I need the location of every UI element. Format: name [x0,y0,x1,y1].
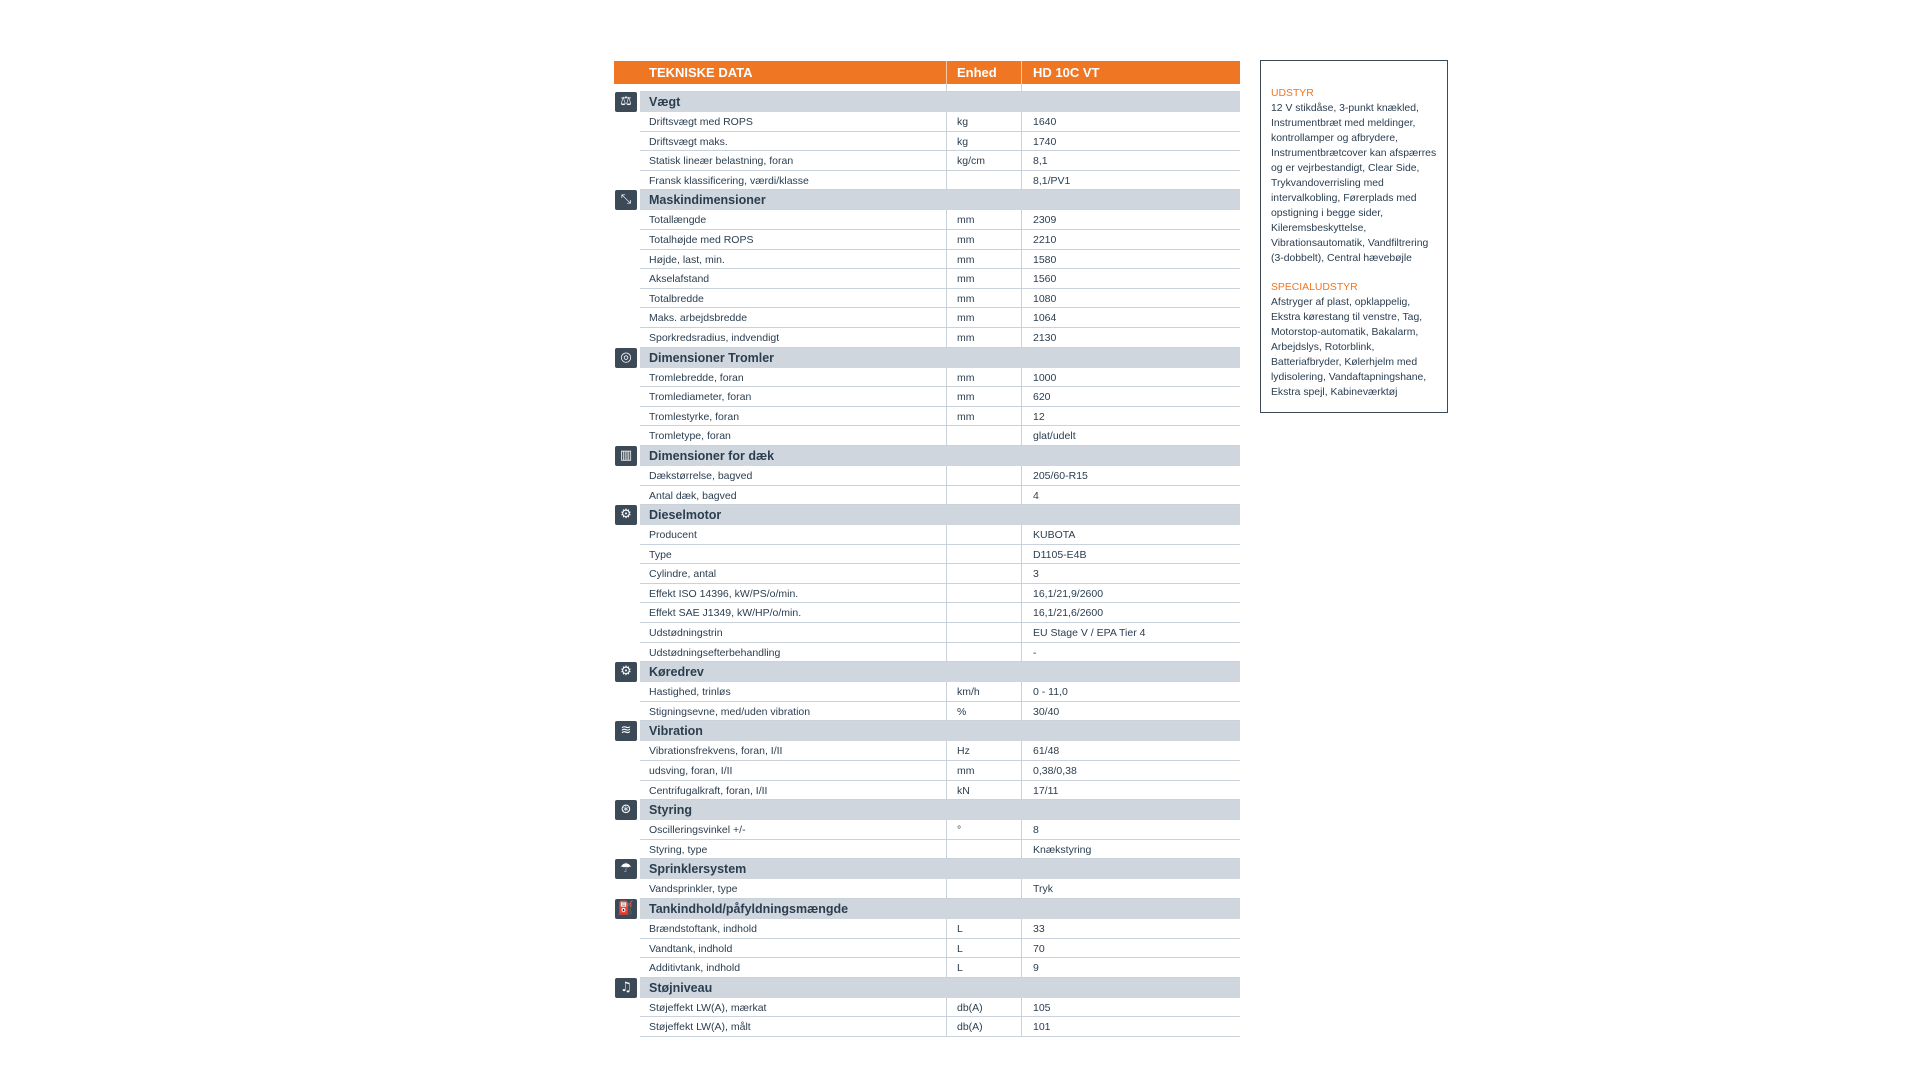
row-label: Effekt SAE J1349, kW/HP/o/min. [649,607,802,620]
row-value: 8,1/PV1 [1033,174,1071,187]
row-label: Styring, type [649,843,708,856]
table-row [614,682,1240,702]
spec-table [614,61,1240,1037]
row-unit: mm [957,292,975,305]
row-unit: mm [957,273,975,286]
table-row [614,112,1240,132]
row-label: Hastighed, trinløs [649,686,731,699]
row-value: 61/48 [1033,745,1060,758]
table-row [614,919,1240,939]
row-unit: mm [957,410,975,423]
table-row [614,1017,1240,1037]
row-label: Støjeffekt LW(A), mærkat [649,1001,767,1014]
table-row [614,230,1240,250]
row-unit: kg [957,116,969,128]
row-label: Tromletype, foran [649,430,731,443]
section-header [614,92,1240,112]
row-unit: db(A) [957,1001,983,1014]
table-row [614,781,1240,801]
section-title: Styring [649,803,693,818]
row-value: 30/40 [1033,705,1060,718]
table-row [614,171,1240,191]
row-label: Sporkredsradius, indvendigt [649,331,780,344]
table-row [614,643,1240,663]
section-header [614,662,1240,682]
udstyr-heading: UDSTYR [1271,88,1314,99]
row-unit: km/h [957,686,980,699]
table-row [614,289,1240,309]
row-unit: mm [957,253,975,266]
row-value: 8,1 [1033,155,1048,168]
section-title: Dimensioner Tromler [649,350,775,365]
row-unit: mm [957,233,975,246]
section-title: Sprinklersystem [649,862,747,877]
row-label: udsving, foran, I/II [649,765,733,778]
section-header [614,800,1240,820]
row-label: Driftsvægt med ROPS [649,116,753,128]
table-row [614,840,1240,860]
row-value: Tryk [1033,883,1054,896]
row-value: 1560 [1033,273,1057,286]
row-label: Oscilleringsvinkel +/- [649,824,746,837]
table-row [614,741,1240,761]
row-unit: Hz [957,745,970,758]
table-row [614,308,1240,328]
steering-wheel-icon: ⊛ [615,800,637,820]
row-label: Brændstoftank, indhold [649,923,757,935]
section-header [614,348,1240,368]
tire-icon: ▥ [615,446,637,466]
specialudstyr-heading: SPECIALUDSTYR [1271,282,1358,293]
row-unit: L [957,923,963,935]
table-row [614,998,1240,1018]
row-value: 2130 [1033,331,1057,344]
row-label: Vibrationsfrekvens, foran, I/II [649,745,783,758]
table-row [614,545,1240,565]
row-label: Totalhøjde med ROPS [649,233,754,246]
section-header [614,721,1240,741]
row-value: 3 [1033,568,1039,581]
table-row [614,761,1240,781]
row-unit: mm [957,765,975,778]
table-row [614,702,1240,722]
row-label: Effekt ISO 14396, kW/PS/o/min. [649,587,799,600]
section-header [614,978,1240,998]
row-label: Fransk klassificering, værdi/klasse [649,174,809,187]
table-row [614,939,1240,959]
row-value: 70 [1033,942,1045,955]
udstyr-text: 12 V stikdåse, 3-punkt knækled, Instrumentbræt med meldinger, kontrollamper og afbrydere, Instrumentbrætcover kan afspærres og er vejrbestandigt, Clear Side, Trykvandoverrisling med intervalkobling, Førerplads med opstigning i begge sider, Kileremsbeskyttelse, Vibrationsautomatik, Vandfiltrering (3-dobbelt), Central hævebøjle [1271,103,1437,264]
section-title: Vægt [649,95,681,109]
sections-container [614,92,1240,1037]
weight-icon: ⚖ [615,92,637,112]
row-value: 205/60-R15 [1033,469,1088,482]
dimensions-icon: ⤡ [615,190,637,210]
row-unit: % [957,705,967,718]
row-value: 2210 [1033,233,1057,246]
row-value: - [1033,646,1037,659]
section-header [614,859,1240,879]
vibration-icon: ≋ [615,721,637,741]
row-value: 9 [1033,962,1039,975]
equipment-box [1260,60,1448,413]
row-unit: mm [957,214,975,227]
row-label: Tromlediameter, foran [649,391,752,404]
section-title: Dimensioner for dæk [649,448,775,463]
row-label: Udstødningsefterbehandling [649,646,781,659]
row-value: 105 [1033,1001,1051,1014]
table-row [614,407,1240,427]
row-label: Vandtank, indhold [649,942,733,955]
row-unit: L [957,962,963,975]
table-row [614,210,1240,230]
row-value: 0,38/0,38 [1033,765,1077,778]
row-value: 16,1/21,9/2600 [1033,587,1104,600]
section-title: Støjniveau [649,980,713,995]
row-value: 1580 [1033,253,1057,266]
table-row [614,132,1240,152]
header-enhed: Enhed [957,65,997,80]
row-label: Akselafstand [649,273,710,286]
row-unit: kN [957,784,970,797]
table-row [614,958,1240,978]
row-label: Stigningsevne, med/uden vibration [649,705,811,718]
row-unit: kg/cm [957,155,986,168]
row-unit: L [957,942,963,955]
table-row [614,486,1240,506]
row-unit: mm [957,371,975,384]
row-value: 17/11 [1033,784,1059,797]
table-row [614,584,1240,604]
section-header [614,190,1240,210]
headphones-icon: ♫ [615,978,637,998]
row-label: Maks. arbejdsbredde [649,312,748,325]
section-header [614,446,1240,466]
row-label: Driftsvægt maks. [649,135,728,148]
row-unit: mm [957,312,975,325]
table-row [614,368,1240,388]
row-unit: kg [957,135,969,148]
table-row [614,623,1240,643]
section-header [614,505,1240,525]
drive-icon: ⚙ [615,662,637,682]
row-value: 33 [1033,923,1045,935]
fuel-pump-icon: ⛽ [615,899,637,919]
table-row [614,820,1240,840]
row-value: EU Stage V / EPA Tier 4 [1033,627,1146,640]
row-label: Producent [649,529,697,542]
row-value: 4 [1033,489,1039,502]
row-value: glat/udelt [1033,430,1076,443]
row-value: KUBOTA [1033,529,1076,542]
table-row [614,269,1240,289]
table-header [614,61,1240,84]
row-value: D1105-E4B [1033,548,1087,561]
row-value: 1080 [1033,292,1057,305]
table-row [614,564,1240,584]
row-label: Dækstørrelse, bagved [649,469,753,482]
row-value: 12 [1033,410,1045,423]
table-row [614,525,1240,545]
row-value: 0 - 11,0 [1033,686,1068,699]
row-label: Type [649,548,672,561]
row-value: 16,1/21,6/2600 [1033,607,1104,620]
row-value: Knækstyring [1033,843,1092,856]
row-value: 2309 [1033,214,1057,227]
row-label: Højde, last, min. [649,253,725,266]
header-tekniske-data: TEKNISKE DATA [649,65,753,80]
row-value: 101 [1033,1021,1051,1034]
row-label: Totalbredde [649,292,704,305]
table-row [614,328,1240,348]
table-row [614,603,1240,623]
row-label: Antal dæk, bagved [649,489,737,502]
row-unit: db(A) [957,1021,983,1034]
row-value: 1000 [1033,371,1057,384]
row-label: Cylindre, antal [649,568,717,581]
section-title: Vibration [649,724,703,739]
table-row [614,387,1240,407]
row-unit: mm [957,331,975,344]
row-label: Statisk lineær belastning, foran [649,155,794,168]
row-unit: mm [957,391,975,404]
row-value: 1064 [1033,312,1057,325]
section-title: Dieselmotor [649,508,722,523]
table-row [614,426,1240,446]
row-label: Totallængde [649,214,707,227]
section-title: Køredrev [649,665,704,680]
row-label: Udstødningstrin [649,627,723,640]
row-unit: ° [957,824,962,837]
row-value: 8 [1033,824,1039,837]
sprinkler-icon: ☂ [615,859,637,879]
section-title: Tankindhold/påfyldningsmængde [649,902,849,916]
row-label: Tromlestyrke, foran [649,410,740,423]
drum-icon: ◎ [615,348,637,368]
table-row [614,466,1240,486]
row-label: Centrifugalkraft, foran, I/II [649,784,768,797]
row-value: 620 [1033,391,1051,404]
specialudstyr-text: Afstryger af plast, opklappelig, Ekstra kørestang til venstre, Tag, Motorstop-automatik, Bakalarm, Arbejdslys, Rotorblink, Batteriafbryder, Kølerhjelm med lydisolering, Vandaftapningshane, Ekstra spejl, Kabineværktøj [1271,297,1427,398]
row-value: 1740 [1033,135,1057,148]
row-label: Støjeffekt LW(A), målt [649,1021,751,1034]
table-row [614,250,1240,270]
header-model: HD 10C VT [1033,65,1100,80]
row-label: Vandsprinkler, type [649,883,738,896]
engine-icon: ⚙ [615,505,637,525]
table-row [614,879,1240,899]
row-label: Additivtank, indhold [649,962,741,975]
section-header [614,899,1240,919]
section-title: Maskindimensioner [649,193,766,208]
row-value: 1640 [1033,116,1057,128]
table-row [614,151,1240,171]
row-label: Tromlebredde, foran [649,371,744,384]
